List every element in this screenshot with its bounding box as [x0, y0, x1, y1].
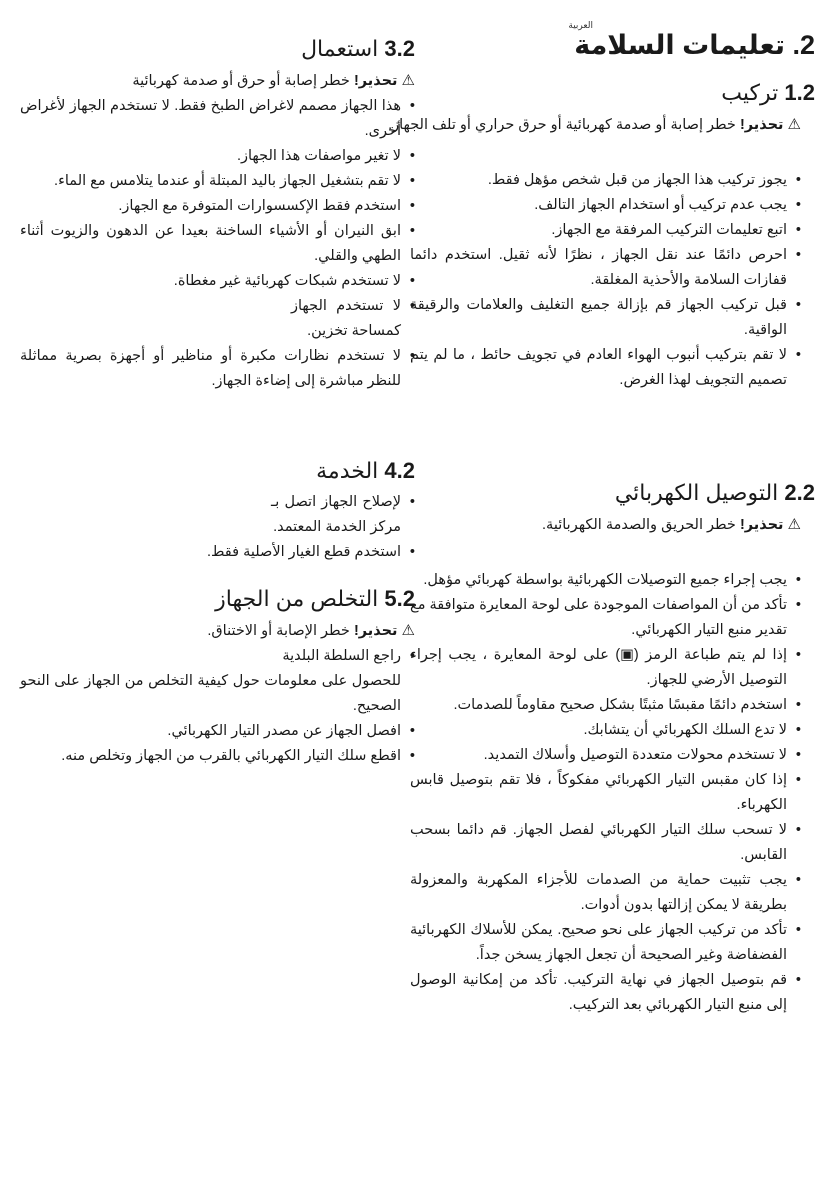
list-item: • اتبع تعليمات التركيب المرفقة مع الجهاز. — [410, 218, 801, 243]
list-item: • لا تستخدم نظارات مكبرة أو مناظير أو أجهزة بصرية مماثلة للنظر مباشرة إلى إضاءة الجهاز. — [20, 344, 415, 394]
list-item: • لا تقم بتشغيل الجهاز باليد المبتلة أو عندما يتلامس مع الماء. — [20, 169, 415, 194]
list-item: • راجع السلطة البلدية — [20, 644, 415, 669]
bullet-list — [410, 568, 801, 1018]
section-heading: 1.2 تركيب — [721, 80, 815, 105]
bullet-list — [20, 94, 415, 394]
list-item: • لا تسحب سلك التيار الكهربائي لفصل الجهاز. قم دائما بسحب القابس. — [410, 818, 801, 868]
list-item: • اقطع سلك التيار الكهربائي بالقرب من الجهاز وتخلص منه. — [20, 744, 415, 769]
list-item: • يجوز تركيب هذا الجهاز من قبل شخص مؤهل فقط. — [410, 168, 801, 193]
language-label: العربية — [568, 20, 593, 30]
section-installation — [388, 78, 815, 393]
warning-note: ⚠ تحذير! خطر إصابة أو صدمة كهربائية أو حرق حراري أو تلف الجهاز. — [388, 116, 801, 133]
section-service — [20, 456, 415, 565]
list-item: • قبل تركيب الجهاز قم بإزالة جميع التغليف والعلامات والرقيقة الواقية. — [410, 293, 801, 343]
warning-triangle-icon: ⚠ — [401, 622, 415, 639]
list-item: • إذا لم يتم طباعة الرمز (▣) على لوحة المعايرة ، يجب إجراء التوصيل الأرضي للجهاز. — [410, 643, 801, 693]
list-item: • تأكد من أن المواصفات الموجودة على لوحة المعايرة متوافقة مع تقدير منبع التيار الكهربائي. — [410, 593, 801, 643]
warning-triangle-icon: ⚠ — [401, 72, 415, 89]
list-item: • لإصلاح الجهاز اتصل بـ مركز الخدمة المعتمد. — [271, 490, 415, 540]
bullet-list — [20, 490, 415, 565]
section-electrical-connection — [410, 478, 815, 1018]
section-disposal — [20, 584, 415, 769]
list-item: • استخدم دائمًا مقبسًا مثبتًا بشكل صحيح مقاوماً للصدمات. — [410, 693, 801, 718]
section-heading: 2.2 التوصيل الكهربائي — [614, 480, 815, 505]
bullet-list — [410, 168, 801, 393]
list-item: • لا تستخدم الجهاز كمساحة تخزين. — [291, 294, 415, 344]
list-item: • هذا الجهاز مصمم لاغراض الطبخ فقط. لا تستخدم الجهاز لأغراض أخرى. — [20, 94, 415, 144]
section-heading: 4.2 الخدمة — [316, 458, 415, 483]
list-item: • استخدم فقط الإكسسوارات المتوفرة مع الجهاز. — [20, 194, 415, 219]
list-item: • يجب إجراء جميع التوصيلات الكهربائية بواسطة كهربائي مؤهل. — [410, 568, 801, 593]
list-item: • إذا كان مقبس التيار الكهربائي مفكوكاً ، فلا تقم بتوصيل قابس الكهرباء. — [410, 768, 801, 818]
list-item: • افصل الجهاز عن مصدر التيار الكهربائي. — [20, 719, 415, 744]
warning-note: ⚠ تحذير! خطر إصابة أو حرق أو صدمة كهربائية — [132, 72, 415, 89]
list-item: • لا تستخدم محولات متعددة التوصيل وأسلاك التمديد. — [410, 743, 801, 768]
warning-triangle-icon: ⚠ — [787, 116, 801, 133]
page-title: 2. تعليمات السلامة — [574, 30, 815, 60]
list-item: • ابق النيران أو الأشياء الساخنة بعيدا عن الدهون والزيوت أثناء الطهي والقلي. — [20, 219, 415, 269]
list-item: • لا تدع السلك الكهربائي أن يتشابك. — [410, 718, 801, 743]
bullet-list — [20, 644, 415, 769]
warning-note: ⚠ تحذير! خطر الحريق والصدمة الكهربائية. — [542, 516, 801, 533]
list-item: • يجب عدم تركيب أو استخدام الجهاز التالف. — [410, 193, 801, 218]
list-item: • لا تقم بتركيب أنبوب الهواء العادم في تجويف حائط ، ما لم يتم تصميم التجويف لهذا الغرض. — [410, 343, 801, 393]
list-item: • تأكد من تركيب الجهاز على نحو صحيح. يمكن للأسلاك الكهربائية الفضفاضة وغير الصحيحة أن تجعل الجهاز يسخن جداً. — [410, 918, 801, 968]
list-item: للحصول على معلومات حول كيفية التخلص من الجهاز على النحو الصحيح. — [20, 673, 401, 714]
list-item: • لا تغير مواصفات هذا الجهاز. — [20, 144, 415, 169]
warning-triangle-icon: ⚠ — [787, 516, 801, 533]
list-item: • يجب تثبيت حماية من الصدمات للأجزاء المكهربة والمعزولة بطريقة لا يمكن إزالتها بدون أدوات. — [410, 868, 801, 918]
section-heading: 3.2 استعمال — [301, 36, 415, 61]
section-heading: 5.2 التخلص من الجهاز — [215, 586, 415, 611]
warning-note: ⚠ تحذير! خطر الإصابة أو الاختناق. — [207, 622, 415, 639]
list-item: • قم بتوصيل الجهاز في نهاية التركيب. تأكد من إمكانية الوصول إلى منبع التيار الكهربائي بعد التركيب. — [410, 968, 801, 1018]
section-usage — [20, 34, 415, 394]
list-item: • استخدم قطع الغيار الأصلية فقط. — [20, 540, 415, 565]
list-item: • لا تستخدم شبكات كهربائية غير مغطاة. — [20, 269, 415, 294]
list-item: • احرص دائمًا عند نقل الجهاز ، نظرًا لأنه ثقيل. استخدم دائما قفازات السلامة والأحذية المغلقة. — [410, 243, 801, 293]
